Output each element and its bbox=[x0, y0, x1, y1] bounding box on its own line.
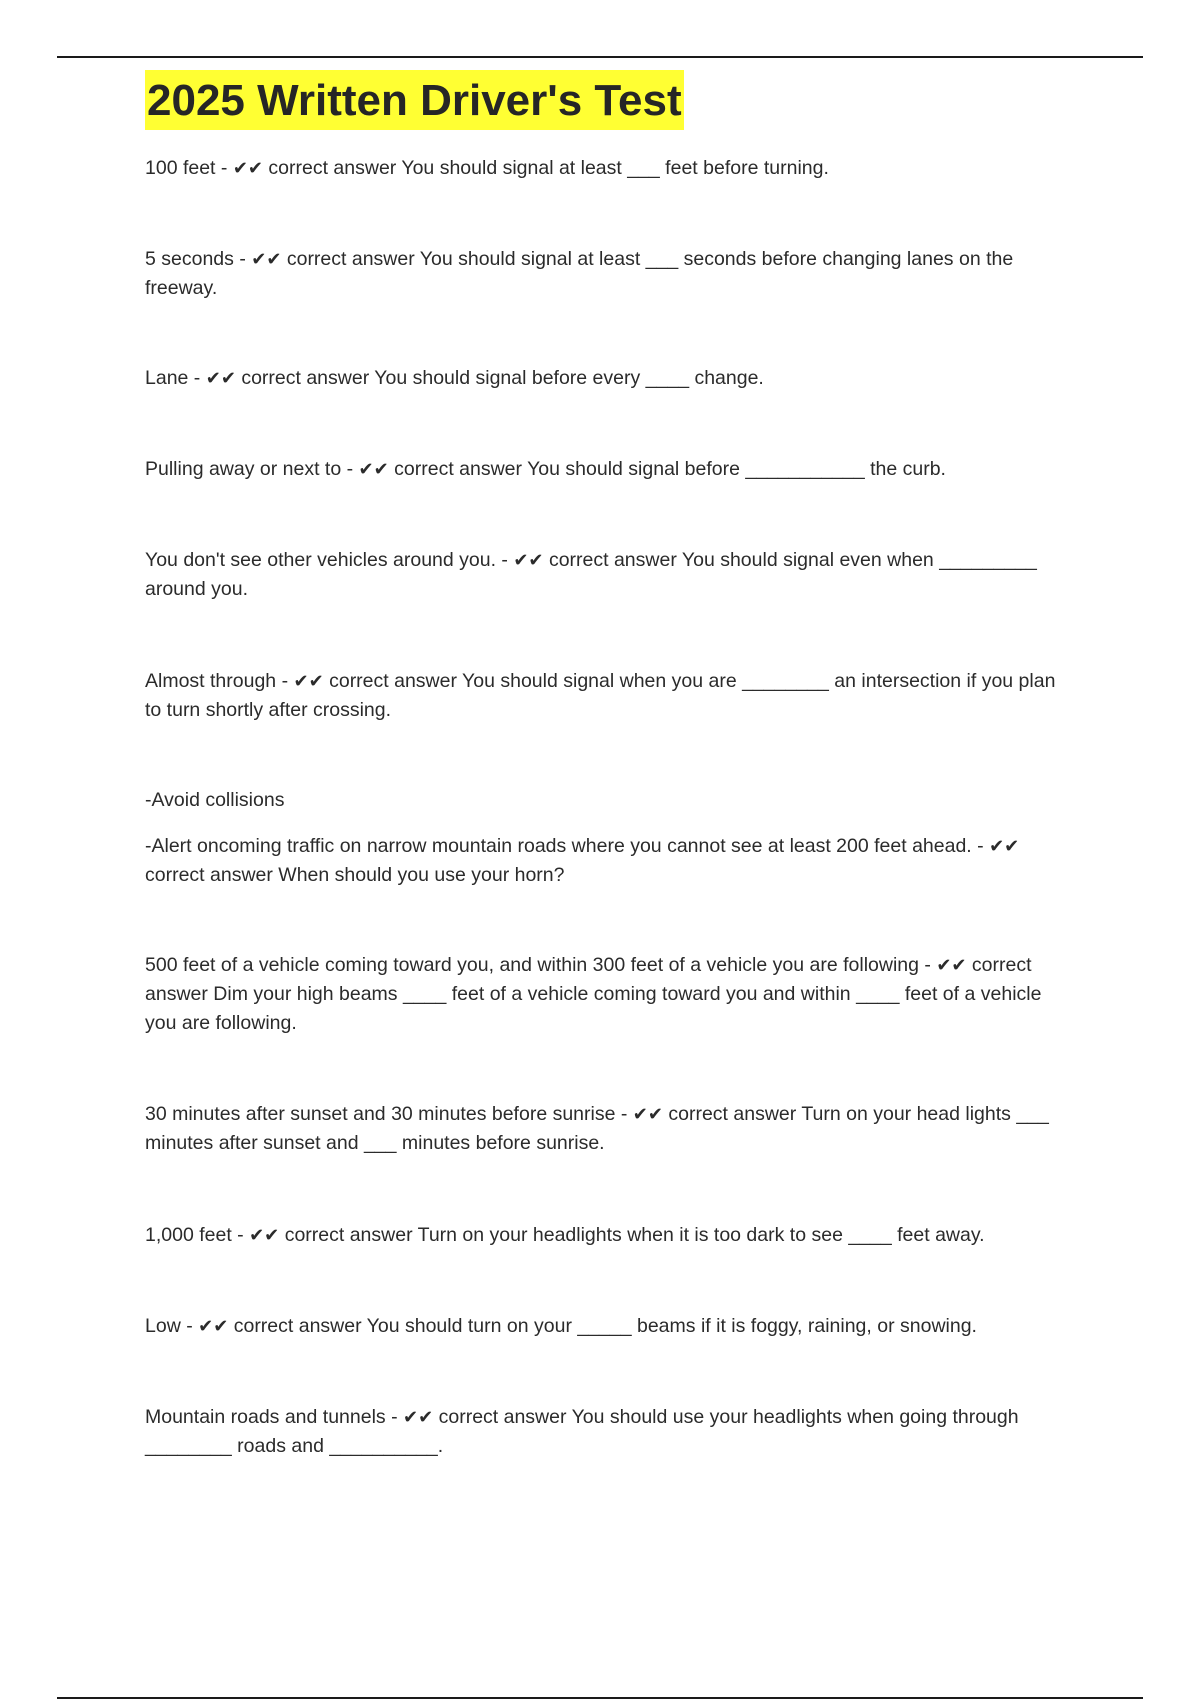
qa-item: 5 seconds - ✔✔ correct answer You should signal at least ___ seconds before changing lanes on the freeway. bbox=[145, 248, 1014, 299]
answer: 30 minutes after sunset and 30 minutes before sunrise bbox=[145, 1103, 616, 1125]
qa-item: Almost through - ✔✔ correct answer You should signal when you are ________ an intersection if you plan to turn shortly after crossing. bbox=[145, 670, 1056, 721]
question: Turn on your head lights ___ minutes after sunset and ___ minutes before sunrise. bbox=[145, 1103, 1049, 1154]
check-icon: ✔✔ bbox=[232, 158, 263, 179]
check-icon: ✔✔ bbox=[513, 550, 544, 571]
check-icon: ✔✔ bbox=[936, 955, 967, 976]
question: Turn on your headlights when it is too dark to see ____ feet away. bbox=[417, 1224, 985, 1246]
check-icon: ✔✔ bbox=[293, 671, 324, 692]
answer-label: correct answer bbox=[145, 864, 273, 886]
answer-label: correct answer bbox=[286, 248, 415, 270]
qa-item: Lane - ✔✔ correct answer You should signal before every ____ change. bbox=[145, 367, 764, 389]
question: Dim your high beams ____ feet of a vehicle coming toward you and within ____ feet of a vehicle you are following. bbox=[145, 983, 1042, 1034]
answer-label: correct answer bbox=[329, 670, 457, 692]
answer: You don't see other vehicles around you. bbox=[145, 549, 496, 571]
answer: 500 feet of a vehicle coming toward you, and within 300 feet of a vehicle you are following bbox=[145, 954, 919, 976]
top-rule bbox=[57, 56, 1143, 58]
check-icon: ✔✔ bbox=[358, 459, 389, 480]
qa-item: Pulling away or next to - ✔✔ correct answer You should signal before ___________ the curb. bbox=[145, 458, 946, 480]
check-icon: ✔✔ bbox=[205, 368, 236, 389]
answer: Lane bbox=[145, 367, 189, 389]
qa-item: 100 feet - ✔✔ correct answer You should signal at least ___ feet before turning. bbox=[145, 157, 829, 179]
question: You should signal when you are ________ an intersection if you plan to turn shortly after crossing. bbox=[145, 670, 1056, 721]
check-icon: ✔✔ bbox=[403, 1407, 434, 1428]
answer: 5 seconds bbox=[145, 248, 234, 270]
question: You should signal before every ____ change. bbox=[374, 367, 764, 389]
question: You should use your headlights when going through ________ roads and __________. bbox=[145, 1406, 1019, 1457]
check-icon: ✔✔ bbox=[198, 1316, 229, 1337]
answer-line: -Alert oncoming traffic on narrow mountain roads where you cannot see at least 200 feet ahead. bbox=[145, 835, 972, 857]
answer-label: correct answer bbox=[241, 367, 370, 389]
page-title: 2025 Written Driver's Test bbox=[145, 70, 684, 130]
answer: Mountain roads and tunnels bbox=[145, 1406, 386, 1428]
question: You should signal before ___________ the curb. bbox=[527, 458, 946, 480]
check-icon: ✔✔ bbox=[249, 1225, 280, 1246]
bottom-rule bbox=[57, 1697, 1143, 1699]
answer-label: correct answer bbox=[233, 1315, 362, 1337]
answer-label: correct answer bbox=[284, 1224, 413, 1246]
check-icon: ✔✔ bbox=[989, 836, 1020, 857]
qa-item: 30 minutes after sunset and 30 minutes before sunrise - ✔✔ correct answer Turn on your head lights ___ minutes after sunset and ___ minutes before sunrise. bbox=[145, 1103, 1049, 1154]
check-icon: ✔✔ bbox=[632, 1104, 663, 1125]
answer-label: correct answer bbox=[145, 954, 1032, 1005]
answer-line: -Avoid collisions bbox=[145, 789, 285, 811]
qa-item: You don't see other vehicles around you. - ✔✔ correct answer You should signal even when _________ around you. bbox=[145, 549, 1037, 600]
answer: 1,000 feet bbox=[145, 1224, 232, 1246]
answer-label: correct answer bbox=[438, 1406, 567, 1428]
qa-item: Mountain roads and tunnels - ✔✔ correct answer You should use your headlights when going through ________ roads and __________. bbox=[145, 1406, 1019, 1457]
qa-item: Low - ✔✔ correct answer You should turn on your _____ beams if it is foggy, raining, or snowing. bbox=[145, 1315, 977, 1337]
answer-label: correct answer bbox=[268, 157, 397, 179]
question: You should signal even when _________ around you. bbox=[145, 549, 1037, 600]
question: When should you use your horn? bbox=[278, 864, 565, 886]
answer-label: correct answer bbox=[394, 458, 523, 480]
qa-item: 500 feet of a vehicle coming toward you, and within 300 feet of a vehicle you are following - ✔✔ correct answer Dim your high beams ____ feet of a vehicle coming toward you and within ____ feet of a vehicle you are following. bbox=[145, 954, 1042, 1034]
qa-item: -Avoid collisions -Alert oncoming traffic on narrow mountain roads where you cannot see at least 200 feet ahead. - ✔✔ correct answer When should you use your horn? bbox=[145, 786, 1065, 890]
answer: Pulling away or next to bbox=[145, 458, 342, 480]
check-icon: ✔✔ bbox=[251, 249, 282, 270]
question: You should signal at least ___ feet before turning. bbox=[401, 157, 829, 179]
question: You should turn on your _____ beams if it is foggy, raining, or snowing. bbox=[366, 1315, 977, 1337]
answer: 100 feet bbox=[145, 157, 216, 179]
qa-item: 1,000 feet - ✔✔ correct answer Turn on your headlights when it is too dark to see ____ feet away. bbox=[145, 1224, 985, 1246]
answer-label: correct answer bbox=[668, 1103, 797, 1125]
answer: Almost through bbox=[145, 670, 277, 692]
answer-label: correct answer bbox=[548, 549, 677, 571]
answer: Low bbox=[145, 1315, 181, 1337]
question: You should signal at least ___ seconds before changing lanes on the freeway. bbox=[145, 248, 1014, 299]
